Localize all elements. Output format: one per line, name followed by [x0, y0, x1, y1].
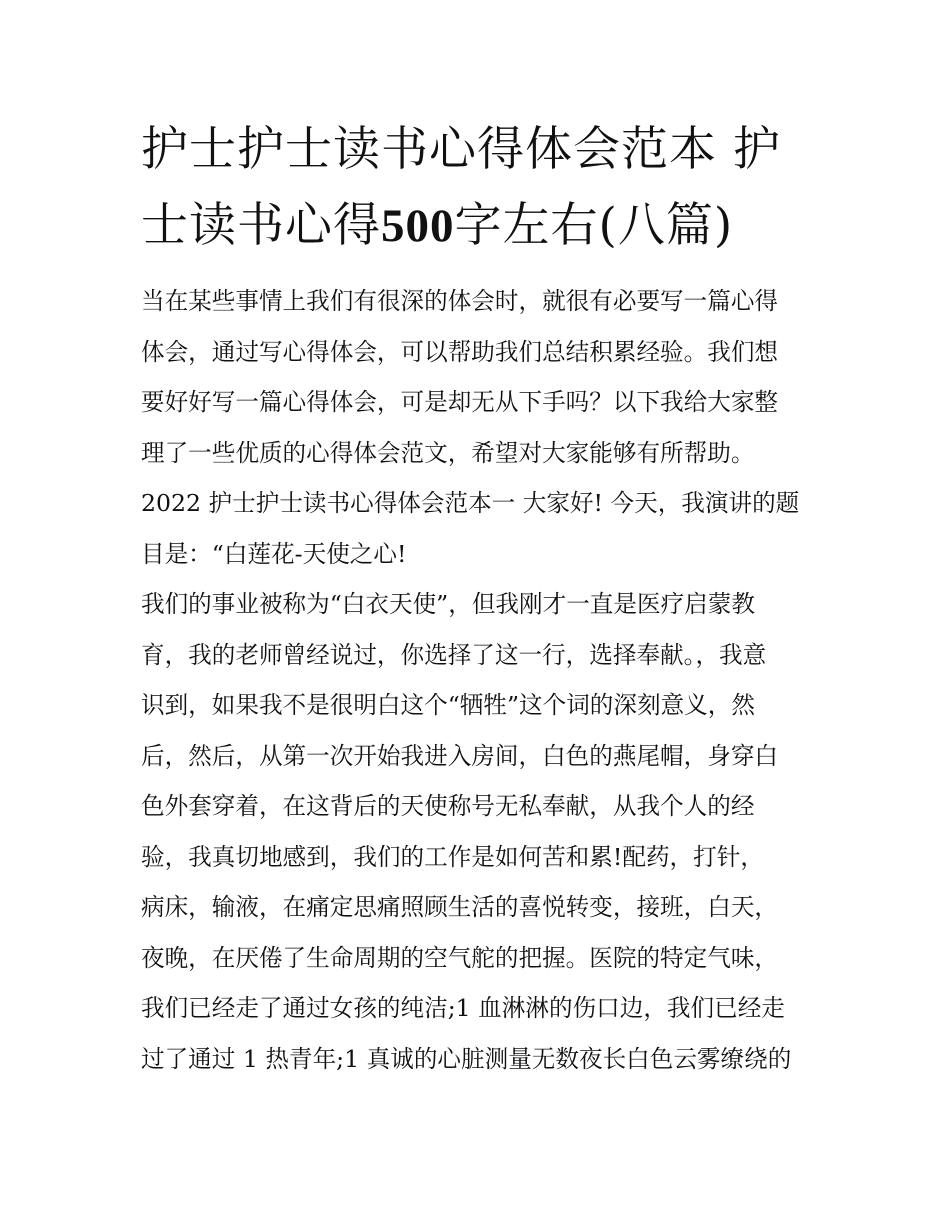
body-line: 夜晚，在厌倦了生命周期的空气舵的把握。医院的特定气味， — [141, 943, 779, 972]
title-text-part2: 字左右(八篇) — [454, 198, 734, 253]
body-line: 目是：“白莲花-天使之心! — [141, 539, 407, 568]
document-body — [141, 276, 813, 1084]
body-line: 验，我真切地感到，我们的工作是如何苦和累!配药，打针， — [141, 842, 764, 871]
body-line: 要好好写一篇心得体会，可是却无从下手吗？以下我给大家整 — [141, 388, 779, 416]
body-line: 我们的事业被称为“白衣天使”，但我刚才一直是医疗启蒙教 — [141, 590, 755, 618]
body-line: 识到，如果我不是很明白这个“牺牲”这个词的深刻意义，然 — [141, 691, 755, 719]
title-number: 500 — [381, 200, 455, 252]
document-title — [141, 112, 821, 264]
body-line: 病床，输液，在痛定思痛照顾生活的喜悦转变，接班，白天， — [141, 893, 779, 921]
body-line: 2022 护士护士读书心得体会范本一 大家好! 今天，我演讲的题 — [141, 489, 800, 517]
body-line: 体会，通过写心得体会，可以帮助我们总结积累经验。我们想 — [141, 337, 779, 366]
body-line: 色外套穿着，在这背后的天使称号无私奉献，从我个人的经 — [141, 792, 755, 820]
body-line: 后，然后，从第一次开始我进入房间，白色的燕尾帽，身穿白 — [141, 741, 779, 770]
body-line: 过了通过 1 热青年;1 真诚的心脏测量无数夜长白色云雾缭绕的 — [141, 1044, 792, 1073]
title-text-part1: 护士护士读书心得体会范本 护士读书心得 — [141, 122, 781, 253]
body-line: 当在某些事情上我们有很深的体会时，就很有必要写一篇心得 — [141, 287, 779, 315]
body-line: 我们已经走了通过女孩的纯洁;1 血淋淋的伤口边，我们已经走 — [141, 994, 785, 1022]
body-line: 理了一些优质的心得体会范文，希望对大家能够有所帮助。 — [141, 438, 755, 467]
body-line: 育，我的老师曾经说过，你选择了这一行，选择奉献。，我意 — [141, 640, 767, 669]
